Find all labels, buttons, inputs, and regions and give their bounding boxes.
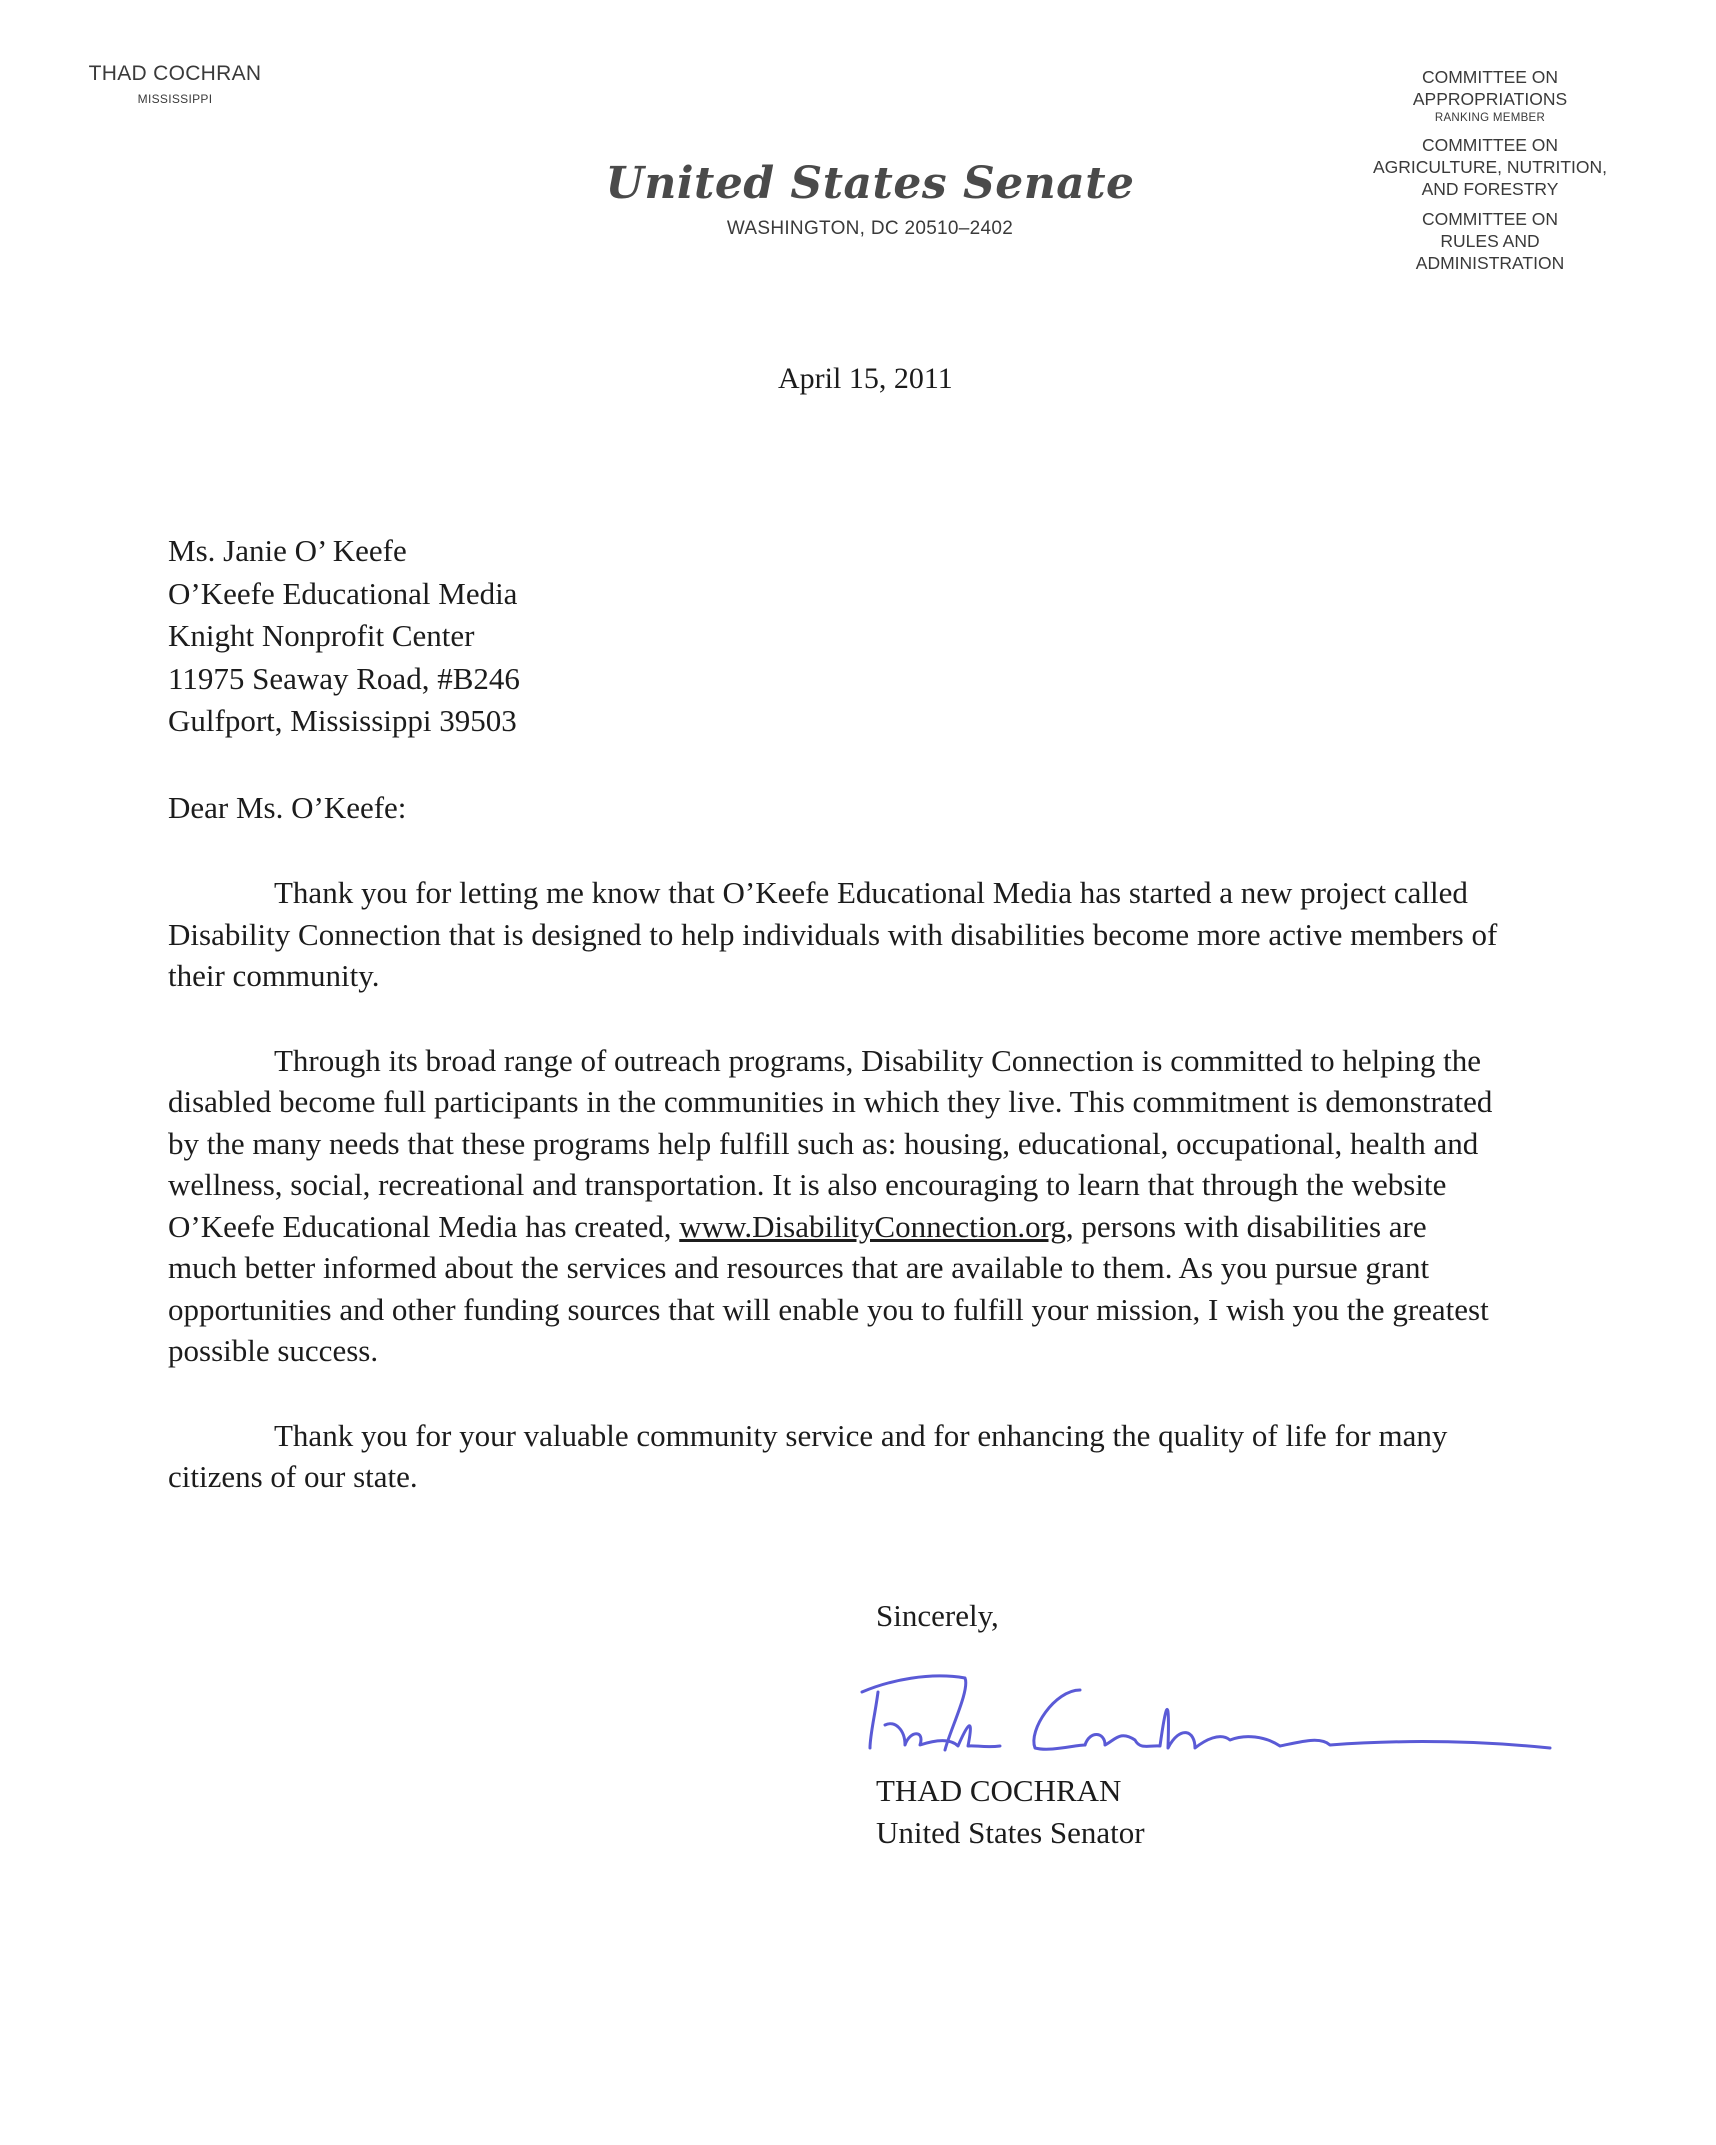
recipient-name: Ms. Janie O’ Keefe bbox=[168, 533, 407, 568]
committee-rules bbox=[1340, 208, 1640, 274]
signer-name: THAD COCHRAN bbox=[876, 1773, 1122, 1808]
letter-body bbox=[168, 872, 1498, 1541]
letter-date: April 15, 2011 bbox=[778, 362, 953, 395]
signature bbox=[850, 1650, 1590, 1760]
committee-list bbox=[1340, 66, 1640, 282]
senator-state: MISSISSIPPI bbox=[137, 92, 213, 106]
paragraph-2-text-end: , persons with disabilities are much better informed about the services and resources that are available to them. As you pursue grant opportunities and other funding sources that will enable you to fulfill your mission, I wish you the greatest possible success. bbox=[168, 1208, 1489, 1368]
committee-line: ADMINISTRATION bbox=[1415, 253, 1565, 273]
committee-role: RANKING MEMBER bbox=[1434, 112, 1546, 124]
recipient-organization: O’Keefe Educational Media bbox=[168, 575, 518, 611]
institution-address: WASHINGTON, DC 20510–2402 bbox=[726, 218, 1014, 239]
salutation: Dear Ms. O’Keefe: bbox=[168, 790, 407, 825]
recipient-street: 11975 Seaway Road, #B246 bbox=[168, 660, 520, 696]
committee-line: COMMITTEE ON bbox=[1421, 67, 1559, 87]
signature-stroke-c bbox=[1034, 1690, 1085, 1749]
closing: Sincerely, bbox=[876, 1598, 999, 1633]
senate-letterhead bbox=[560, 158, 1180, 240]
committee-line: APPROPRIATIONS bbox=[1412, 89, 1568, 109]
committee-line: AND FORESTRY bbox=[1421, 179, 1559, 199]
committee-line: COMMITTEE ON bbox=[1421, 135, 1559, 155]
signature-stroke-t bbox=[862, 1676, 966, 1750]
signer-title: United States Senator bbox=[876, 1815, 1145, 1850]
signature-stroke-ochran bbox=[1085, 1709, 1550, 1748]
paragraph-2-text: Through its broad range of outreach programs, Disability Connection is committed to helping the disabled become full participants in the communities in which they live. This commitment is demonstrated by the many needs that these programs help fulfill such as: housing, educational, occupational, health and wellness, social, recreational and transportation. It is also encouraging to learn that through the website O’Keefe Educational Media has created, bbox=[168, 1042, 1493, 1244]
committee-appropriations bbox=[1340, 66, 1640, 126]
committee-agriculture bbox=[1340, 134, 1640, 200]
paragraph-2 bbox=[168, 1040, 1498, 1372]
committee-line: COMMITTEE ON bbox=[1421, 209, 1559, 229]
committee-line: RULES AND bbox=[1440, 231, 1540, 251]
committee-line: AGRICULTURE, NUTRITION, bbox=[1373, 157, 1607, 177]
senator-header bbox=[60, 62, 290, 106]
recipient-building: Knight Nonprofit Center bbox=[168, 618, 475, 653]
signature-stroke-had bbox=[870, 1692, 1000, 1748]
website-link[interactable]: www.DisabilityConnection.org bbox=[679, 1208, 1066, 1244]
institution-title: United States Senate bbox=[605, 158, 1135, 209]
recipient-address bbox=[168, 530, 520, 743]
paragraph-3: Thank you for your valuable community service and for enhancing the quality of life for many citizens of our state. bbox=[168, 1417, 1448, 1494]
recipient-city: Gulfport, Mississippi 39503 bbox=[168, 703, 517, 738]
senator-name: THAD COCHRAN bbox=[88, 62, 262, 85]
paragraph-1: Thank you for letting me know that O’Keefe Educational Media has started a new project called Disability Connection that is designed to help individuals with disabilities become more active members of their community. bbox=[168, 875, 1498, 993]
signer-block bbox=[876, 1770, 1145, 1854]
